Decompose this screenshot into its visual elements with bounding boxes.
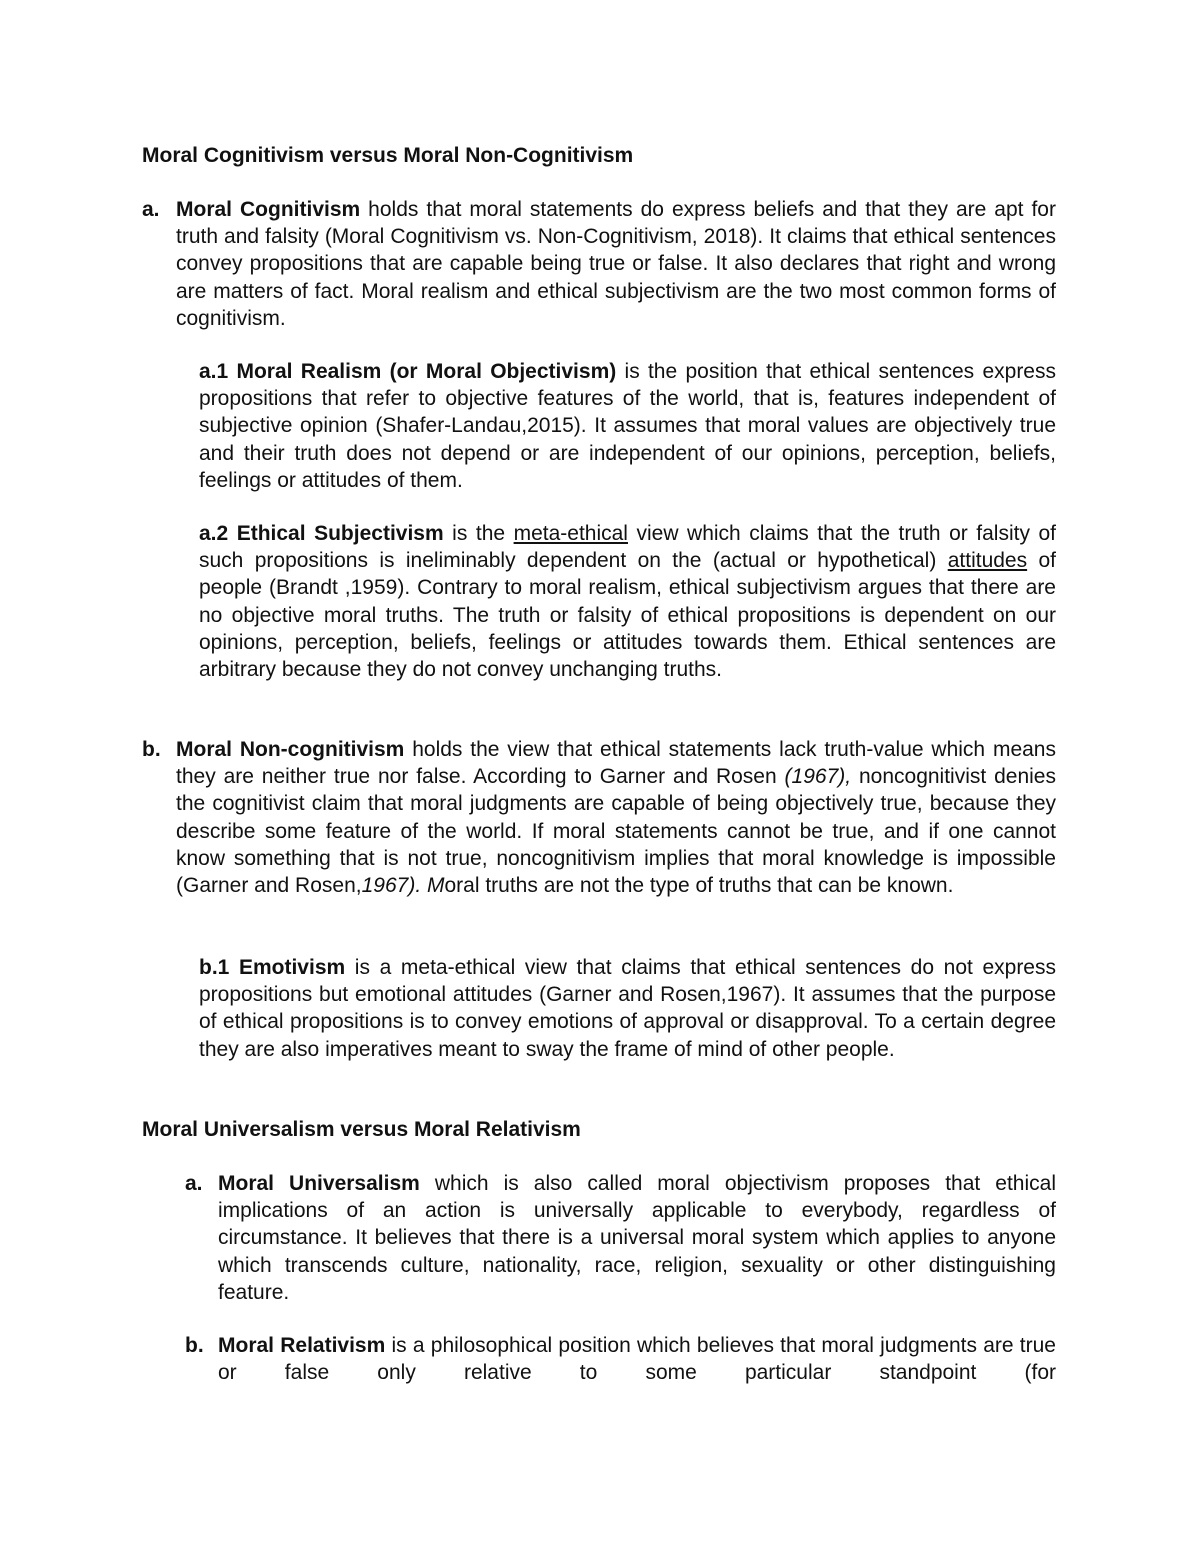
list-marker: a. — [185, 1172, 203, 1195]
list-marker: a. — [142, 198, 160, 221]
paragraph-body: holds that moral statements do express beliefs and that they are apt for truth and falsity (Moral Cognitivism vs. Non-Cognitivism, 2018). It claims that ethical sentences convey propositions that are capable being true or false. It also declares that right and wrong are matters of fact. Moral realism and ethical subjectivism are the two most common forms of cognitivism. — [176, 198, 1056, 330]
citation-year: 1967). M — [361, 874, 445, 898]
paragraph-body: oral truths are not the type of truths that can be known. — [444, 874, 954, 898]
paragraph-body: of people (Brandt ,1959). Contrary to moral realism, ethical subjectivism argues that there are no objective moral truths. The truth or falsity of ethical propositions is dependent on our opinions, perception, beliefs, feelings or attitudes towards them. Ethical sentences are arbitrary because they do not convey unchanging truths. — [199, 549, 1056, 682]
paragraph-body: is a philosophical position which believes that moral judgments are true or false only relative to some particular standpoint (for — [218, 1334, 1056, 1385]
term: a.1 Moral Realism (or Moral Objectivism) — [199, 360, 617, 383]
paragraph-body: view which claims that the truth or falsity of such propositions is ineliminably dependent on the (actual or hypothetical) — [199, 522, 1057, 573]
list-marker: b. — [185, 1334, 204, 1357]
paragraph-body: is the position that ethical sentences express propositions that refer to objective features of the world, that is, features independent of subjective opinion (Shafer-Landau,2015). It assumes that moral values are objectively true and their truth does not depend or are independent of our opinions, perception, beliefs, feelings or attitudes of them. — [199, 360, 1056, 492]
section-heading-universalism: Moral Universalism versus Moral Relativism — [142, 1118, 581, 1141]
paragraph-body: noncognitivist denies the cognitivist claim that moral judgments are capable of being objectively true, because they describe some feature of the world. If moral statements cannot be true, and if one cannot know something that is not true, noncognitivism implies that moral knowledge is impossible (Garner and Rosen, — [176, 765, 1056, 898]
paragraph-body: is a meta-ethical view that claims that ethical sentences do not express propositions but emotional attitudes (Garner and Rosen,1967). It assumes that the purpose of ethical propositions is to convey emotions of approval or disapproval. To a certain degree they are also imperatives meant to sway the frame of mind of other people. — [199, 956, 1056, 1061]
paragraph-body: holds the view that ethical statements lack truth-value which means they are neither true nor false. According to Garner and Rosen — [176, 738, 1056, 789]
paragraph-ethical-subjectivism — [199, 520, 1056, 683]
link-attitudes[interactable]: attitudes — [947, 549, 1028, 573]
paragraph-emotivism — [199, 954, 1056, 1063]
paragraph-moral-universalism — [218, 1170, 1056, 1306]
paragraph-body: which is also called moral objectivism proposes that ethical implications of an action is universally applicable to everybody, regardless of circumstance. It believes that there is a universal moral system which applies to anyone which transcends culture, nationality, race, religion, sexuality or other distinguishing feature. — [218, 1172, 1056, 1304]
term: Moral Non-cognitivism — [176, 738, 405, 761]
term: Moral Cognitivism — [176, 198, 361, 221]
section-heading-cognitivism: Moral Cognitivism versus Moral Non-Cognitivism — [142, 144, 634, 167]
list-marker: b. — [142, 738, 161, 761]
paragraph-moral-relativism — [218, 1332, 1056, 1386]
citation-year: (1967), — [784, 765, 852, 789]
paragraph-body: is the — [443, 522, 514, 545]
term: a.2 Ethical Subjectivism — [199, 522, 444, 545]
term: Moral Relativism — [218, 1334, 386, 1357]
paragraph-moral-realism — [199, 358, 1056, 494]
paragraph-moral-non-cognitivism — [176, 736, 1056, 899]
term: b.1 Emotivism — [199, 956, 346, 979]
paragraph-moral-cognitivism — [176, 196, 1056, 332]
term: Moral Universalism — [218, 1172, 420, 1195]
link-meta-ethical[interactable]: meta-ethical — [513, 522, 628, 545]
